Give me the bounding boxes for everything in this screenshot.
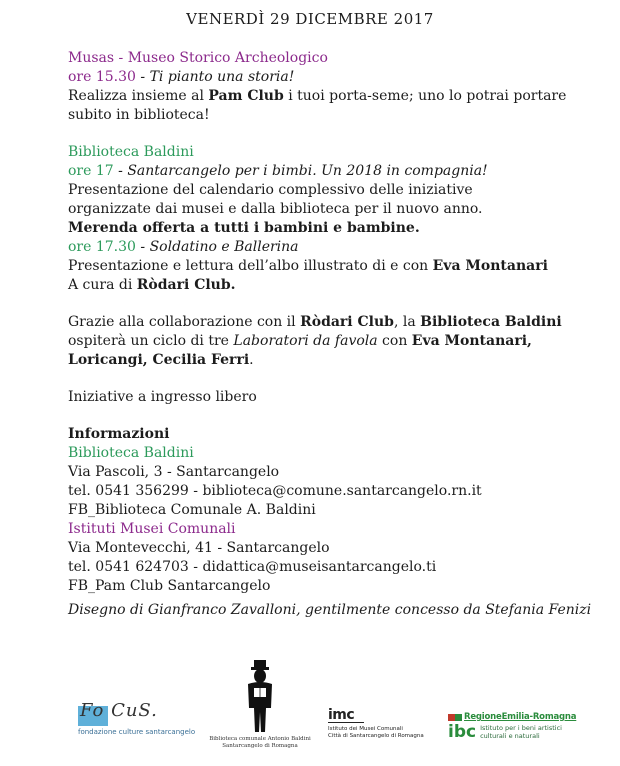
info-museum-address: Via Montevecchi, 41 - Santarcangelo <box>68 540 330 556</box>
info-heading: Informazioni <box>68 426 170 442</box>
musas-sep: - <box>135 69 150 85</box>
info-museum-name: Istituti Musei Comunali <box>68 521 236 537</box>
info-museum-facebook: FB_Pam Club Santarcangelo <box>68 578 271 594</box>
rer-name: RegioneEmilia-Romagna <box>464 712 577 722</box>
rer-desc2: culturali e naturali <box>480 732 540 740</box>
imc-mark: imc <box>328 709 364 723</box>
collab-line1 <box>68 313 608 332</box>
imc-line2: Città di Santarcangelo di Romagna <box>328 733 424 739</box>
baldini-time1: ore 17 <box>68 163 114 179</box>
baldini-line2: organizzate dai musei e dalla biblioteca per il nuovo anno. <box>68 201 483 217</box>
info-library-facebook: FB_Biblioteca Comunale A. Baldini <box>68 502 316 518</box>
collab-b4: Eva Montanari, <box>411 333 532 349</box>
collab-line3 <box>68 351 608 370</box>
illustration-credit: Disegno di Gianfranco Zavalloni, gentilmente concesso da Stefania Fenizi <box>68 602 592 618</box>
info-museum-contact[interactable]: tel. 0541 624703 - didattica@museisantarcangelo.ti <box>68 559 437 575</box>
baldini-line1: Presentazione del calendario complessivo delle iniziative <box>68 182 473 198</box>
baldini-venue: Biblioteca Baldini <box>68 144 194 160</box>
collab-a4: Biblioteca Baldini <box>420 314 562 330</box>
ibc-mark: ibc <box>448 722 477 742</box>
baldini-sep2: - <box>135 239 150 255</box>
program-content <box>68 49 608 596</box>
musas-desc-c: i tuoi porta-seme; uno lo potrai portare <box>283 88 567 104</box>
info-library-contact[interactable]: tel. 0541 356299 - biblioteca@comune.santarcangelo.rn.it <box>68 483 482 499</box>
collab-b3: con <box>377 333 412 349</box>
musas-desc <box>68 87 608 106</box>
musas-time-line <box>68 68 608 87</box>
imc-logo <box>328 709 448 740</box>
collab-a3: , la <box>393 314 421 330</box>
musas-desc-line2: subito in biblioteca! <box>68 107 210 123</box>
info-library-name: Biblioteca Baldini <box>68 445 194 461</box>
baldini-line4a: Presentazione e lettura dell’albo illustrato di e con <box>68 258 433 274</box>
baldini-line3: Merenda offerta a tutti i bambini e bambine. <box>68 220 420 236</box>
collab-a1: Grazie alla collaborazione con il <box>68 314 301 330</box>
musas-desc-a: Realizza insieme al <box>68 88 209 104</box>
baldini-sep1: - <box>113 163 128 179</box>
collab-a2: Ròdari Club <box>300 314 394 330</box>
baldini-line5 <box>68 276 608 295</box>
fcs-label: fondazione culture santarcangelo <box>78 728 196 736</box>
page-title: VENERDÌ 29 DICEMBRE 2017 <box>186 10 434 28</box>
biblioteca-baldini-logo <box>205 660 315 750</box>
baldini-time2: ore 17.30 <box>68 239 136 255</box>
imc-line1: Istituto dei Musei Comunali <box>328 726 403 732</box>
collab-b1: ospiterà un ciclo di tre <box>68 333 234 349</box>
baldini-line5a: A cura di <box>68 277 137 293</box>
baldini-event1: Santarcangelo per i bimbi. Un 2018 in compagnia! <box>127 163 488 179</box>
musas-venue: Musas - Museo Storico Archeologico <box>68 50 328 66</box>
silhouette-figure-icon <box>240 660 280 734</box>
collab-line2 <box>68 332 608 351</box>
collab-c2: . <box>249 352 254 368</box>
rer-desc1: Istituto per i beni artistici <box>480 724 562 732</box>
baldini-line5b: Ròdari Club. <box>136 277 236 293</box>
baldini-event2-line <box>68 238 608 257</box>
musas-event: Ti pianto una storia! <box>149 69 295 85</box>
info-library-address: Via Pascoli, 3 - Santarcangelo <box>68 464 280 480</box>
collab-c1: Loricangi, Cecilia Ferri <box>68 352 250 368</box>
sponsor-logos <box>0 660 620 760</box>
baldini-line4 <box>68 257 608 276</box>
fondazione-culture-logo <box>78 700 196 736</box>
free-entry: Iniziative a ingresso libero <box>68 389 257 405</box>
baldini-event1-line <box>68 162 608 181</box>
musas-desc-b: Pam Club <box>208 88 284 104</box>
musas-time: ore 15.30 <box>68 69 136 85</box>
regione-emilia-romagna-logo <box>448 712 578 741</box>
flag-icon <box>448 714 462 721</box>
fcs-signature: Fo CuS. <box>80 700 158 721</box>
bib-line2: Santarcangelo di Romagna <box>222 743 298 749</box>
baldini-event2: Soldatino e Ballerina <box>149 239 299 255</box>
baldini-line4b: Eva Montanari <box>432 258 548 274</box>
collab-b2: Laboratori da favola <box>233 333 378 349</box>
bib-line1: Biblioteca comunale Antonio Baldini <box>209 736 311 742</box>
